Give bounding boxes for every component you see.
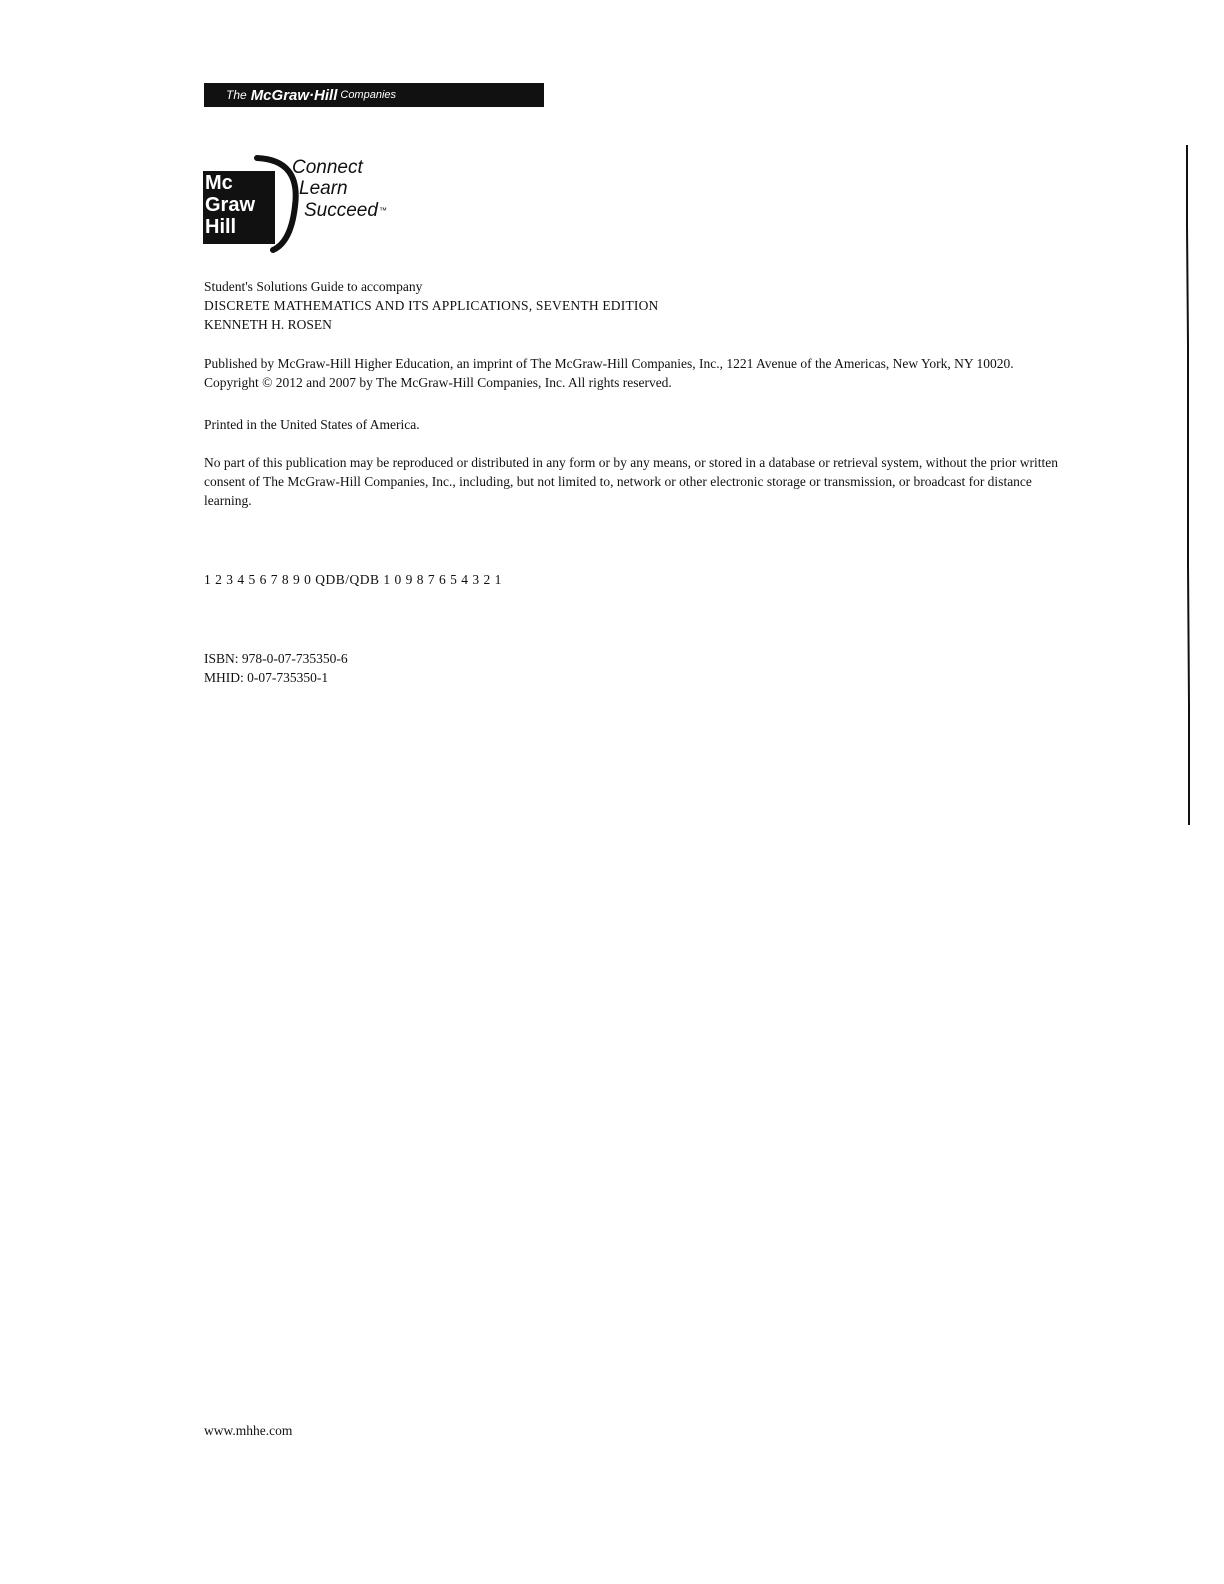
header-suffix: Companies [340, 89, 397, 101]
logo-word-hill: Hill [205, 216, 237, 238]
tagline-connect: Connect [292, 157, 363, 178]
book-title: DISCRETE MATHEMATICS AND ITS APPLICATIONS, SEVENTH EDITION [204, 298, 659, 313]
book-subtitle: Student's Solutions Guide to accompany [204, 279, 423, 294]
logo-word-mc: Mc [205, 172, 233, 194]
header-prefix: The [226, 88, 247, 102]
mhid: MHID: 0-07-735350-1 [204, 670, 329, 685]
logo-word-graw: Graw [205, 194, 256, 216]
scan-edge-line [1186, 145, 1190, 825]
printed-in-statement: Printed in the United States of America. [204, 417, 420, 432]
publisher-header-bar [204, 83, 544, 107]
tagline-learn: Learn [299, 178, 348, 199]
isbn: ISBN: 978-0-07-735350-6 [204, 651, 348, 666]
trademark-symbol: ™ [378, 206, 387, 215]
tagline-succeed: Succeed™ [304, 200, 387, 221]
header-brand: McGraw·Hill [250, 86, 338, 104]
print-line: 1 2 3 4 5 6 7 8 9 0 QDB/QDB 1 0 9 8 7 6 5 4 3 2 1 [204, 572, 502, 587]
website: www.mhhe.com [204, 1423, 293, 1438]
book-author: KENNETH H. ROSEN [204, 317, 332, 332]
rights-statement: No part of this publication may be reproduced or distributed in any form or by any means, or stored in a database or retrieval system, without the prior written consent of The McGraw-Hill Companies, Inc., including, but not limited to, network or other electronic storage or transmission, or broadcast for distance learning. [204, 455, 1059, 508]
publisher-statement: Published by McGraw-Hill Higher Education, an imprint of The McGraw-Hill Companies, Inc., 1221 Avenue of the Americas, New York, NY 10020. Copyright © 2012 and 2007 by The McGraw-Hill Companies, Inc. All rights reserved. [204, 356, 1014, 390]
mcgraw-hill-logo [203, 150, 403, 255]
